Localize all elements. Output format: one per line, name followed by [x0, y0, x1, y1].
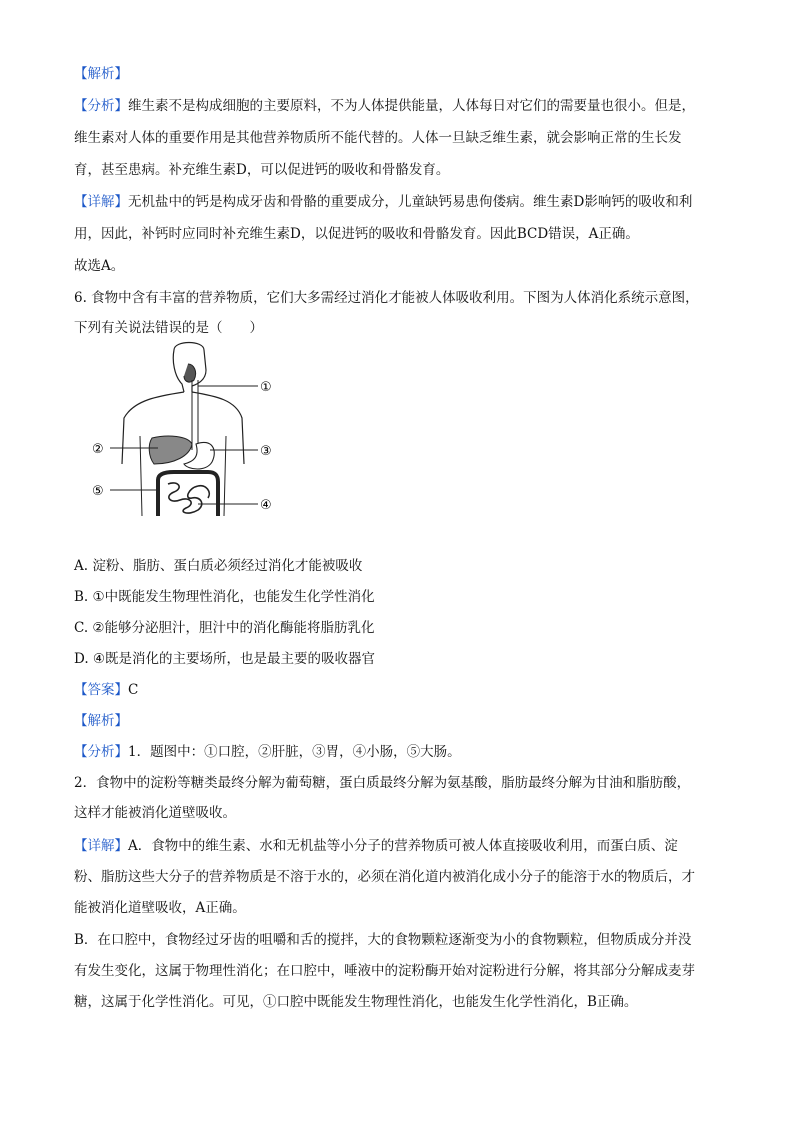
answer-tag: 【答案】 — [74, 682, 128, 698]
analysis-line: 育，甚至患病。补充维生素D，可以促进钙的吸收和骨骼发育。 — [74, 162, 450, 178]
label-5: ⑤ — [92, 484, 104, 499]
digestive-system-diagram — [88, 340, 288, 520]
analysis-line: 2．食物中的淀粉等糖类最终分解为葡萄糖，蛋白质最终分解为氨基酸，脂肪最终分解为甘油和脂肪酸， — [74, 775, 691, 791]
analysis-text: 1．题图中：①口腔，②肝脏，③胃，④小肠，⑤大肠。 — [128, 744, 461, 760]
option-d: D. ④既是消化的主要场所，也是最主要的吸收器官 — [74, 651, 376, 667]
option-c: C. ②能够分泌胆汁，胆汁中的消化酶能将脂肪乳化 — [74, 620, 375, 636]
conclusion-line: 故选A。 — [74, 258, 125, 274]
answer-line — [74, 680, 138, 700]
analysis-text: 维生素不是构成细胞的主要原料，不为人体提供能量，人体每日对它们的需要量也很小。但是， — [128, 98, 695, 114]
detail-line: 能被消化道壁吸收，A正确。 — [74, 900, 246, 916]
liver — [149, 436, 192, 464]
question-stem: 下列有关说法错误的是（ ） — [74, 320, 263, 336]
analysis-tag: 【分析】 — [74, 744, 128, 760]
label-1: ① — [260, 380, 272, 395]
detail-line: 用，因此，补钙时应同时补充维生素D，以促进钙的吸收和骨骼发育。因此BCD错误，A正确。 — [74, 226, 639, 242]
analysis-heading: 【解析】 — [74, 713, 128, 729]
label-2: ② — [92, 442, 104, 457]
label-4: ④ — [260, 498, 272, 513]
question-stem: 6. 食物中含有丰富的营养物质，它们大多需经过消化才能被人体吸收利用。下图为人体消化系统示意图， — [74, 290, 699, 306]
detail-line: 糖，这属于化学性消化。可见，①口腔中既能发生物理性消化，也能发生化学性消化，B正确。 — [74, 994, 638, 1010]
analysis-tag: 【分析】 — [74, 98, 128, 114]
oral-cavity — [184, 364, 196, 382]
analysis-line: 维生素对人体的重要作用是其他营养物质所不能代替的。人体一旦缺乏维生素，就会影响正常的生长发 — [74, 130, 682, 146]
small-intestine — [168, 483, 209, 513]
detail-line — [74, 192, 692, 212]
esophagus — [192, 380, 198, 450]
analysis-line: 这样才能被消化道壁吸收。 — [74, 805, 236, 821]
analysis-line — [74, 742, 461, 762]
detail-line: 粉、脂肪这些大分子的营养物质是不溶于水的，必须在消化道内被消化成小分子的能溶于水的物质后，才 — [74, 869, 695, 885]
label-3: ③ — [260, 444, 272, 459]
answer-value: C — [128, 682, 139, 698]
analysis-heading: 【解析】 — [74, 66, 128, 82]
detail-line: B．在口腔中，食物经过牙齿的咀嚼和舌的搅拌，大的食物颗粒逐渐变为小的食物颗粒，但物质成分并没 — [74, 932, 692, 948]
detail-tag: 【详解】 — [74, 838, 128, 854]
option-b: B. ①中既能发生物理性消化，也能发生化学性消化 — [74, 589, 375, 605]
face-outline — [173, 350, 184, 392]
detail-text: A．食物中的维生素、水和无机盐等小分子的营养物质可被人体直接吸收利用，而蛋白质、淀 — [128, 838, 678, 854]
detail-line — [74, 836, 678, 856]
detail-line: 有发生变化，这属于物理性消化；在口腔中，唾液中的淀粉酶开始对淀粉进行分解，将其部分分解成麦芽 — [74, 963, 695, 979]
detail-tag: 【详解】 — [74, 194, 128, 210]
detail-text: 无机盐中的钙是构成牙齿和骨骼的重要成分，儿童缺钙易患佝偻病。维生素D影响钙的吸收和利 — [128, 194, 693, 210]
option-a: A. 淀粉、脂肪、蛋白质必须经过消化才能被吸收 — [74, 558, 363, 574]
analysis-line — [74, 96, 695, 116]
